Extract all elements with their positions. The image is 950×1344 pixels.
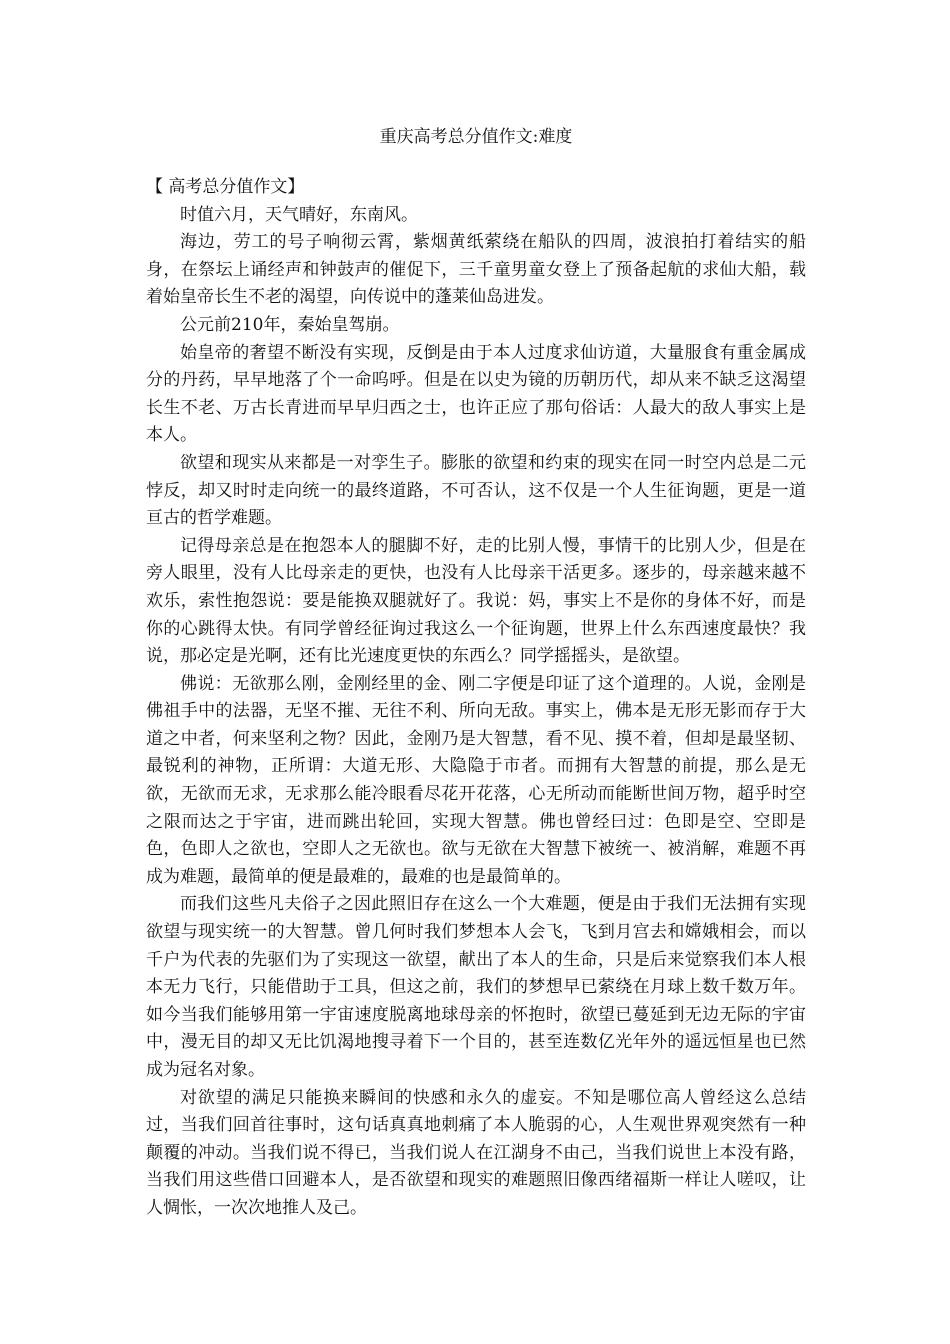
paragraph-3: 公元前210年，秦始皇驾崩。 (180, 314, 400, 335)
paragraph-7: 佛说：无欲那么刚，金刚经里的金、刚二字便是印证了这个道理的。人说，金刚是佛祖手中的法器，无坚不摧、无往不利、所向无敌。事实上，佛本是无形无影而存于大道之中者，何来坚利之物？因此，金刚乃是大智慧，看不见、摸不着，但却是最坚韧、最锐利的神物，正所谓：大道无形、大隐隐于市者。而拥有大智慧的前提，那么是无欲，无欲而无求，无求那么能冷眼看尽花开花落，心无所动而能断世间万物，超乎时空之限而达之于宇宙，进而跳出轮回，实现大智慧。佛也曾经曰过：色即是空、空即是色，色即人之欲也，空即人之无欲也。欲与无欲在大智慧下被统一、被消解，难题不再成为难题，最简单的便是最难的，最难的也是最简单的。 (146, 673, 806, 887)
paragraph-4: 始皇帝的奢望不断没有实现，反倒是由于本人过度求仙访道，大量服食有重金属成分的丹药，早早地落了个一命呜呼。但是在以史为镜的历朝历代，却从来不缺乏这渴望长生不老、万古长青进而早早归西之士，也许正应了那句俗话：人最大的敌人事实上是本人。 (146, 342, 806, 446)
paragraph-1: 时值六月，天气晴好，东南风。 (180, 204, 418, 225)
section-heading: 【 高考总分值作文】 (146, 177, 305, 197)
paragraph-6: 记得母亲总是在抱怨本人的腿脚不好，走的比别人慢，事情干的比别人少，但是在旁人眼里，没有人比母亲走的更快，也没有人比母亲干活更多。逐步的，母亲越来越不欢乐，索性抱怨说：要是能换双腿就好了。我说：妈，事实上不是你的身体不好，而是你的心跳得太快。有同学曾经征询过我这么一个征询题，世界上什么东西速度最快？我说，那必定是光啊，还有比光速度更快的东西么？同学摇摇头，是欲望。 (146, 535, 806, 667)
document-title: 重庆高考总分值作文:难度 (379, 127, 573, 147)
paragraph-5: 欲望和现实从来都是一对孪生子。膨胀的欲望和约束的现实在同一时空内总是二元悖反，却又时时走向统一的最终道路，不可否认，这不仅是一个人生征询题，更是一道亘古的哲学难题。 (146, 452, 806, 529)
document-body (146, 174, 806, 1223)
document-page (146, 0, 806, 1344)
paragraph-2: 海边，劳工的号子响彻云霄，紫烟黄纸萦绕在船队的四周，波浪拍打着结实的船身，在祭坛上诵经声和钟鼓声的催促下，三千童男童女登上了预备起航的求仙大船，载着始皇帝长生不老的渴望，向传说中的蓬莱仙岛进发。 (146, 232, 806, 308)
paragraph-8: 而我们这些凡夫俗子之因此照旧存在这么一个大难题，便是由于我们无法拥有实现欲望与现实统一的大智慧。曾几何时我们梦想本人会飞，飞到月宫去和嫦娥相会，而以千户为代表的先驱们为了实现这一欲望，献出了本人的生命，只是后来觉察我们本人根本无力飞行，只能借助于工具，但这之前，我们的梦想早已萦绕在月球上数千数万年。如今当我们能够用第一宇宙速度脱离地球母亲的怀抱时，欲望已蔓延到无边无际的宇宙中，漫无目的却又无比饥渴地搜寻着下一个目的，甚至连数亿光年外的遥远恒星也已然成为冠名对象。 (146, 894, 806, 1080)
paragraph-9: 对欲望的满足只能换来瞬间的快感和永久的虚妄。不知是哪位高人曾经这么总结过，当我们回首往事时，这句话真真地刺痛了本人脆弱的心，人生观世界观突然有一种颠覆的冲动。当我们说不得已，当我们说人在江湖身不由己，当我们说世上本没有路，当我们用这些借口回避本人，是否欲望和现实的难题照旧像西绪福斯一样让人嗟叹，让人惆怅，一次次地推人及己。 (146, 1087, 806, 1218)
